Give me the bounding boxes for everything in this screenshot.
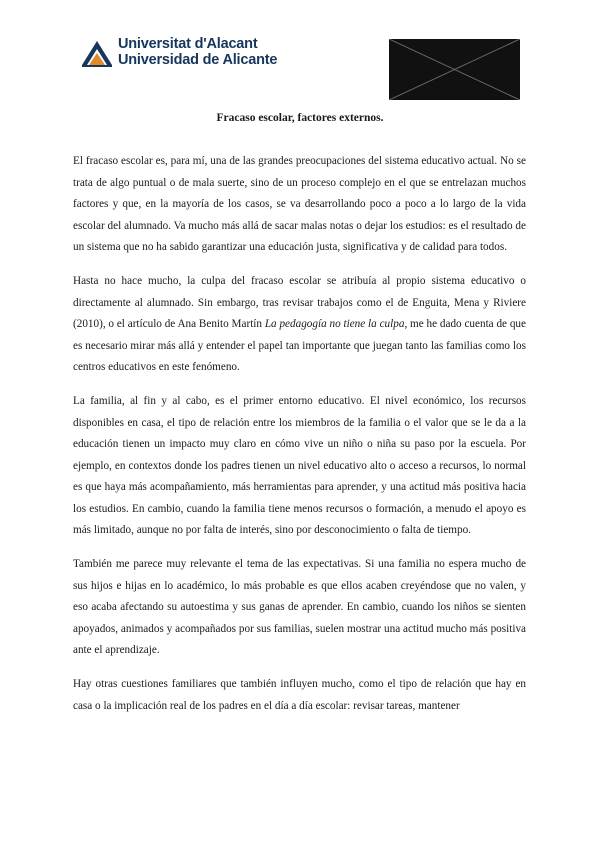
paragraph-2-text-after: , me he dado cuenta de que es necesario mirar más allá y entender el papel tan importante que juegan tanto las familias como los centros educativos en este fenómeno.: [73, 318, 526, 373]
university-emblem-icon: [80, 37, 114, 67]
crossed-box-icon: [389, 39, 520, 100]
paragraph-2: [73, 271, 526, 379]
paragraph-1: El fracaso escolar es, para mí, una de las grandes preocupaciones del sistema educativo actual. No se trata de algo puntual o de mala suerte, sino de un proceso complejo en el que se entrelazan muchos factores y que, en la mayoría de los casos, se va desarrollando poco a poco a lo largo de la vida escolar del alumnado. Va mucho más allá de sacar malas notas o dejar los estudios: es el resultado de un sistema que no ha sabido garantizar una educación justa, significativa y de calidad para todos.: [73, 155, 526, 253]
university-logo: [80, 36, 277, 68]
paragraph-3: La familia, al fin y al cabo, es el primer entorno educativo. El nivel económico, los recursos disponibles en casa, el tipo de relación entre los miembros de la familia o el valor que se le da a la educación tienen un impacto muy claro en cómo vive un niño o niña su paso por la escuela. Por ejemplo, en contextos donde los padres tienen un nivel educativo alto o acceso a recursos, lo normal es que haya más acompañamiento, más herramientas para aprender, y una actitud más positiva hacia los estudios. En cambio, cuando la familia tiene menos recursos o formación, a menudo el apoyo es más limitado, aunque no por falta de interés, sino por desconocimiento o falta de tiempo.: [73, 395, 526, 536]
image-placeholder: [389, 39, 520, 100]
paragraph-2-text-before: Hasta no hace mucho, la culpa del fracaso escolar se atribuía al propio sistema educativo o directamente al alumnado. Sin embargo, tras revisar trabajos como el de Enguita, Mena y Riviere (2010), o el artículo de Ana Benito Martín: [73, 275, 526, 330]
document-body: [73, 151, 526, 730]
university-name-spanish: Universidad de Alicante: [118, 52, 278, 68]
paragraph-4: También me parece muy relevante el tema de las expectativas. Si una familia no espera mucho de sus hijos e hijas en lo académico, lo más probable es que ellos acaben creyéndose que no valen, y eso acaba afectando su autoestima y sus ganas de aprender. En cambio, cuando los niños se sienten apoyados, animados y acompañados por sus familias, suelen mostrar una actitud mucho más positiva ante el aprendizaje.: [73, 558, 526, 656]
university-name-valencian: Universitat d'Alacant: [118, 36, 258, 52]
cited-article-title: La pedagogía no tiene la culpa: [264, 318, 405, 330]
paragraph-5: Hay otras cuestiones familiares que también influyen mucho, como el tipo de relación que hay en casa o la implicación real de los padres en el día a día escolar: revisar tareas, mantener: [73, 678, 526, 712]
document-title: Fracaso escolar, factores externos.: [216, 112, 384, 124]
